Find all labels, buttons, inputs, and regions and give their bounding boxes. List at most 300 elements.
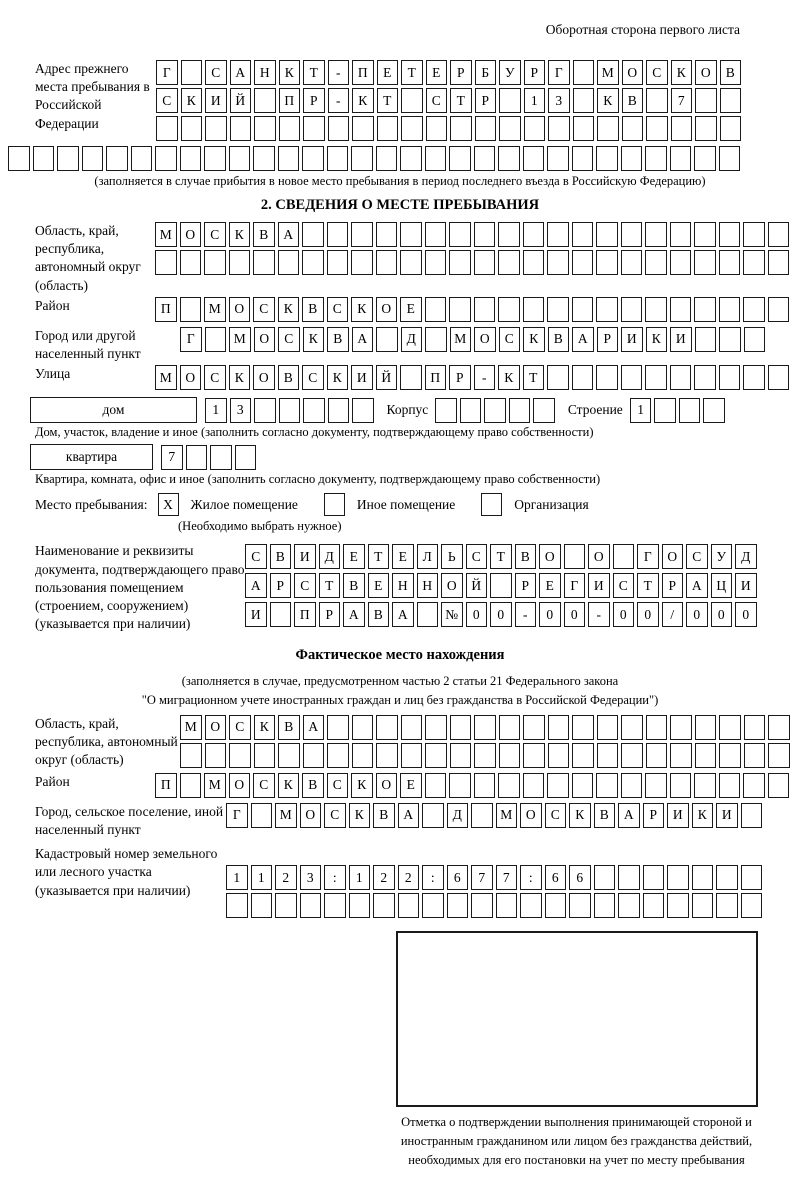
char-box[interactable]: 1 xyxy=(251,865,273,890)
char-box[interactable] xyxy=(425,743,447,768)
char-box[interactable]: С xyxy=(324,803,346,828)
char-box[interactable]: В xyxy=(548,327,570,352)
char-box[interactable]: Г xyxy=(548,60,570,85)
char-box[interactable] xyxy=(597,715,619,740)
char-box[interactable] xyxy=(594,893,616,918)
char-box[interactable]: М xyxy=(275,803,297,828)
char-box[interactable]: А xyxy=(618,803,640,828)
char-box[interactable] xyxy=(422,893,444,918)
char-box[interactable]: Т xyxy=(368,544,390,569)
char-box[interactable] xyxy=(496,893,518,918)
char-box[interactable] xyxy=(474,146,496,171)
char-box[interactable] xyxy=(572,222,594,247)
char-box[interactable] xyxy=(645,773,667,798)
char-box[interactable]: О xyxy=(229,297,251,322)
char-box[interactable]: 0 xyxy=(711,602,733,627)
char-box[interactable] xyxy=(597,743,619,768)
char-box[interactable] xyxy=(670,250,692,275)
char-box[interactable] xyxy=(254,88,276,113)
char-box[interactable]: М xyxy=(204,773,226,798)
char-box[interactable] xyxy=(302,222,324,247)
char-box[interactable] xyxy=(564,544,586,569)
char-box[interactable]: Ц xyxy=(711,573,733,598)
char-box[interactable]: 0 xyxy=(613,602,635,627)
char-box[interactable]: О xyxy=(441,573,463,598)
char-box[interactable]: К xyxy=(523,327,545,352)
char-box[interactable] xyxy=(425,715,447,740)
char-box[interactable] xyxy=(523,297,545,322)
char-box[interactable] xyxy=(251,893,273,918)
char-box[interactable] xyxy=(744,743,766,768)
char-box[interactable] xyxy=(181,60,203,85)
char-box[interactable] xyxy=(694,250,716,275)
char-box[interactable]: Г xyxy=(637,544,659,569)
char-box[interactable]: А xyxy=(278,222,300,247)
char-box[interactable] xyxy=(230,116,252,141)
char-box[interactable] xyxy=(226,893,248,918)
char-box[interactable] xyxy=(422,803,444,828)
char-box[interactable]: Е xyxy=(400,297,422,322)
char-box[interactable]: С xyxy=(426,88,448,113)
char-box[interactable] xyxy=(670,365,692,390)
char-box[interactable] xyxy=(33,146,55,171)
char-box[interactable]: О xyxy=(622,60,644,85)
char-box[interactable]: 3 xyxy=(548,88,570,113)
char-box[interactable] xyxy=(327,715,349,740)
char-box[interactable]: Е xyxy=(377,60,399,85)
char-box[interactable] xyxy=(622,116,644,141)
char-box[interactable] xyxy=(670,715,692,740)
char-box[interactable] xyxy=(596,773,618,798)
char-box[interactable] xyxy=(692,893,714,918)
char-box[interactable] xyxy=(471,893,493,918)
char-box[interactable] xyxy=(569,893,591,918)
char-box[interactable] xyxy=(695,88,717,113)
char-box[interactable]: Р xyxy=(597,327,619,352)
char-box[interactable] xyxy=(667,865,689,890)
char-box[interactable] xyxy=(743,365,765,390)
char-box[interactable] xyxy=(694,297,716,322)
char-box[interactable] xyxy=(654,398,676,423)
char-box[interactable]: Б xyxy=(475,60,497,85)
char-box[interactable] xyxy=(275,893,297,918)
char-box[interactable] xyxy=(572,365,594,390)
char-box[interactable]: Н xyxy=(392,573,414,598)
char-box[interactable] xyxy=(474,743,496,768)
char-box[interactable] xyxy=(499,116,521,141)
char-box[interactable] xyxy=(303,116,325,141)
char-box[interactable]: Д xyxy=(401,327,423,352)
char-box[interactable] xyxy=(401,88,423,113)
char-box[interactable]: С xyxy=(327,773,349,798)
char-box[interactable] xyxy=(254,398,276,423)
char-box[interactable] xyxy=(768,222,790,247)
char-box[interactable] xyxy=(719,297,741,322)
char-box[interactable]: К xyxy=(327,365,349,390)
char-box[interactable] xyxy=(613,544,635,569)
char-box[interactable] xyxy=(303,398,325,423)
char-box[interactable] xyxy=(547,146,569,171)
char-box[interactable] xyxy=(524,116,546,141)
char-box[interactable] xyxy=(768,773,790,798)
char-box[interactable] xyxy=(235,445,257,470)
char-box[interactable] xyxy=(475,116,497,141)
house-type-box[interactable]: дом xyxy=(30,397,197,423)
char-box[interactable] xyxy=(204,146,226,171)
char-box[interactable] xyxy=(743,773,765,798)
char-box[interactable]: С xyxy=(466,544,488,569)
char-box[interactable]: Т xyxy=(303,60,325,85)
char-box[interactable]: У xyxy=(711,544,733,569)
char-box[interactable] xyxy=(692,865,714,890)
char-box[interactable] xyxy=(719,715,741,740)
char-box[interactable] xyxy=(376,715,398,740)
char-box[interactable]: - xyxy=(328,88,350,113)
char-box[interactable] xyxy=(82,146,104,171)
char-box[interactable]: 1 xyxy=(630,398,652,423)
char-box[interactable] xyxy=(180,250,202,275)
checkbox-organization[interactable] xyxy=(481,493,502,516)
char-box[interactable] xyxy=(425,222,447,247)
char-box[interactable] xyxy=(349,893,371,918)
char-box[interactable] xyxy=(621,365,643,390)
char-box[interactable] xyxy=(328,398,350,423)
char-box[interactable] xyxy=(327,146,349,171)
char-box[interactable]: Т xyxy=(450,88,472,113)
char-box[interactable] xyxy=(547,250,569,275)
char-box[interactable]: О xyxy=(662,544,684,569)
char-box[interactable]: О xyxy=(474,327,496,352)
char-box[interactable] xyxy=(548,743,570,768)
char-box[interactable]: С xyxy=(205,60,227,85)
char-box[interactable]: С xyxy=(253,773,275,798)
char-box[interactable] xyxy=(425,297,447,322)
char-box[interactable] xyxy=(645,297,667,322)
char-box[interactable] xyxy=(499,743,521,768)
char-box[interactable] xyxy=(645,222,667,247)
char-box[interactable] xyxy=(425,250,447,275)
char-box[interactable]: К xyxy=(229,365,251,390)
char-box[interactable]: 6 xyxy=(447,865,469,890)
char-box[interactable]: 1 xyxy=(205,398,227,423)
char-box[interactable]: Р xyxy=(515,573,537,598)
char-box[interactable]: О xyxy=(520,803,542,828)
char-box[interactable]: И xyxy=(667,803,689,828)
char-box[interactable] xyxy=(573,116,595,141)
char-box[interactable]: П xyxy=(294,602,316,627)
char-box[interactable] xyxy=(210,445,232,470)
char-box[interactable] xyxy=(596,250,618,275)
char-box[interactable]: Н xyxy=(417,573,439,598)
char-box[interactable] xyxy=(229,146,251,171)
char-box[interactable] xyxy=(768,297,790,322)
char-box[interactable]: П xyxy=(425,365,447,390)
char-box[interactable] xyxy=(270,602,292,627)
char-box[interactable] xyxy=(351,146,373,171)
char-box[interactable] xyxy=(596,365,618,390)
char-box[interactable]: Р xyxy=(270,573,292,598)
char-box[interactable] xyxy=(474,297,496,322)
char-box[interactable]: С xyxy=(499,327,521,352)
char-box[interactable] xyxy=(547,773,569,798)
char-box[interactable]: П xyxy=(352,60,374,85)
char-box[interactable] xyxy=(352,116,374,141)
char-box[interactable]: А xyxy=(245,573,267,598)
char-box[interactable]: 7 xyxy=(161,445,183,470)
char-box[interactable]: Р xyxy=(449,365,471,390)
char-box[interactable]: 1 xyxy=(349,865,371,890)
char-box[interactable]: Й xyxy=(376,365,398,390)
char-box[interactable] xyxy=(449,297,471,322)
char-box[interactable]: Г xyxy=(156,60,178,85)
char-box[interactable] xyxy=(328,116,350,141)
char-box[interactable] xyxy=(401,743,423,768)
char-box[interactable]: Р xyxy=(303,88,325,113)
char-box[interactable] xyxy=(253,250,275,275)
char-box[interactable] xyxy=(695,116,717,141)
char-box[interactable] xyxy=(376,327,398,352)
char-box[interactable] xyxy=(695,743,717,768)
char-box[interactable]: Р xyxy=(475,88,497,113)
char-box[interactable] xyxy=(572,715,594,740)
char-box[interactable]: А xyxy=(686,573,708,598)
char-box[interactable] xyxy=(376,146,398,171)
char-box[interactable] xyxy=(741,803,763,828)
char-box[interactable] xyxy=(499,88,521,113)
char-box[interactable]: С xyxy=(686,544,708,569)
char-box[interactable] xyxy=(670,743,692,768)
char-box[interactable] xyxy=(621,773,643,798)
char-box[interactable]: С xyxy=(613,573,635,598)
char-box[interactable]: В xyxy=(515,544,537,569)
char-box[interactable] xyxy=(646,715,668,740)
char-box[interactable] xyxy=(618,893,640,918)
char-box[interactable] xyxy=(302,146,324,171)
char-box[interactable] xyxy=(498,297,520,322)
char-box[interactable] xyxy=(646,116,668,141)
char-box[interactable]: П xyxy=(155,297,177,322)
char-box[interactable]: К xyxy=(254,715,276,740)
char-box[interactable] xyxy=(279,116,301,141)
char-box[interactable]: Р xyxy=(450,60,472,85)
char-box[interactable] xyxy=(352,743,374,768)
char-box[interactable]: 3 xyxy=(230,398,252,423)
char-box[interactable]: 0 xyxy=(466,602,488,627)
char-box[interactable] xyxy=(667,893,689,918)
char-box[interactable] xyxy=(229,743,251,768)
char-box[interactable]: Т xyxy=(637,573,659,598)
char-box[interactable]: М xyxy=(597,60,619,85)
char-box[interactable] xyxy=(351,222,373,247)
char-box[interactable] xyxy=(621,297,643,322)
char-box[interactable]: С xyxy=(294,573,316,598)
char-box[interactable]: 1 xyxy=(226,865,248,890)
char-box[interactable]: И xyxy=(351,365,373,390)
char-box[interactable] xyxy=(768,715,790,740)
char-box[interactable] xyxy=(768,365,790,390)
char-box[interactable] xyxy=(572,743,594,768)
char-box[interactable]: И xyxy=(205,88,227,113)
char-box[interactable] xyxy=(377,116,399,141)
char-box[interactable]: Г xyxy=(226,803,248,828)
char-box[interactable]: 7 xyxy=(496,865,518,890)
char-box[interactable] xyxy=(449,773,471,798)
char-box[interactable]: 2 xyxy=(398,865,420,890)
char-box[interactable] xyxy=(490,573,512,598)
char-box[interactable] xyxy=(741,893,763,918)
char-box[interactable]: В xyxy=(594,803,616,828)
char-box[interactable] xyxy=(352,715,374,740)
char-box[interactable]: О xyxy=(254,327,276,352)
char-box[interactable] xyxy=(254,743,276,768)
char-box[interactable]: Ь xyxy=(441,544,463,569)
char-box[interactable]: Е xyxy=(392,544,414,569)
char-box[interactable] xyxy=(278,250,300,275)
char-box[interactable] xyxy=(548,116,570,141)
char-box[interactable]: : xyxy=(422,865,444,890)
char-box[interactable] xyxy=(768,250,790,275)
char-box[interactable] xyxy=(460,398,482,423)
char-box[interactable] xyxy=(643,865,665,890)
char-box[interactable] xyxy=(8,146,30,171)
char-box[interactable]: К xyxy=(303,327,325,352)
char-box[interactable]: К xyxy=(597,88,619,113)
char-box[interactable] xyxy=(744,715,766,740)
char-box[interactable]: В xyxy=(253,222,275,247)
char-box[interactable] xyxy=(545,893,567,918)
char-box[interactable]: К xyxy=(181,88,203,113)
char-box[interactable]: И xyxy=(621,327,643,352)
char-box[interactable] xyxy=(450,715,472,740)
char-box[interactable] xyxy=(474,715,496,740)
char-box[interactable] xyxy=(401,116,423,141)
char-box[interactable] xyxy=(400,222,422,247)
char-box[interactable] xyxy=(450,116,472,141)
char-box[interactable]: Т xyxy=(319,573,341,598)
char-box[interactable]: М xyxy=(155,222,177,247)
char-box[interactable]: Л xyxy=(417,544,439,569)
char-box[interactable]: О xyxy=(180,365,202,390)
char-box[interactable]: Р xyxy=(524,60,546,85)
char-box[interactable] xyxy=(400,250,422,275)
char-box[interactable] xyxy=(719,365,741,390)
char-box[interactable] xyxy=(300,893,322,918)
char-box[interactable] xyxy=(523,250,545,275)
char-box[interactable] xyxy=(720,116,742,141)
char-box[interactable]: А xyxy=(343,602,365,627)
char-box[interactable]: Р xyxy=(319,602,341,627)
char-box[interactable] xyxy=(376,743,398,768)
char-box[interactable] xyxy=(719,146,741,171)
char-box[interactable] xyxy=(621,146,643,171)
char-box[interactable] xyxy=(720,88,742,113)
char-box[interactable]: - xyxy=(474,365,496,390)
char-box[interactable]: И xyxy=(735,573,757,598)
char-box[interactable] xyxy=(695,715,717,740)
char-box[interactable]: № xyxy=(441,602,463,627)
char-box[interactable]: А xyxy=(572,327,594,352)
char-box[interactable] xyxy=(645,146,667,171)
char-box[interactable] xyxy=(694,146,716,171)
char-box[interactable] xyxy=(400,365,422,390)
char-box[interactable] xyxy=(425,146,447,171)
char-box[interactable] xyxy=(156,116,178,141)
char-box[interactable] xyxy=(417,602,439,627)
char-box[interactable] xyxy=(498,222,520,247)
char-box[interactable] xyxy=(180,743,202,768)
char-box[interactable] xyxy=(449,146,471,171)
char-box[interactable]: 1 xyxy=(524,88,546,113)
char-box[interactable] xyxy=(253,146,275,171)
char-box[interactable] xyxy=(572,250,594,275)
char-box[interactable] xyxy=(694,773,716,798)
char-box[interactable] xyxy=(447,893,469,918)
char-box[interactable] xyxy=(278,146,300,171)
char-box[interactable]: К xyxy=(646,327,668,352)
char-box[interactable]: О xyxy=(588,544,610,569)
char-box[interactable] xyxy=(509,398,531,423)
char-box[interactable] xyxy=(229,250,251,275)
char-box[interactable] xyxy=(548,715,570,740)
char-box[interactable]: 0 xyxy=(735,602,757,627)
char-box[interactable] xyxy=(449,222,471,247)
char-box[interactable] xyxy=(547,297,569,322)
char-box[interactable]: М xyxy=(204,297,226,322)
char-box[interactable]: Д xyxy=(735,544,757,569)
char-box[interactable]: А xyxy=(352,327,374,352)
char-box[interactable] xyxy=(670,146,692,171)
char-box[interactable] xyxy=(572,146,594,171)
char-box[interactable]: И xyxy=(716,803,738,828)
char-box[interactable] xyxy=(57,146,79,171)
char-box[interactable] xyxy=(324,893,346,918)
char-box[interactable] xyxy=(523,146,545,171)
char-box[interactable]: Е xyxy=(539,573,561,598)
char-box[interactable] xyxy=(670,773,692,798)
char-box[interactable] xyxy=(180,773,202,798)
char-box[interactable]: В xyxy=(343,573,365,598)
char-box[interactable] xyxy=(352,398,374,423)
char-box[interactable] xyxy=(426,116,448,141)
char-box[interactable]: И xyxy=(588,573,610,598)
char-box[interactable]: 7 xyxy=(671,88,693,113)
char-box[interactable]: Т xyxy=(523,365,545,390)
char-box[interactable]: Й xyxy=(466,573,488,598)
char-box[interactable] xyxy=(351,250,373,275)
char-box[interactable]: С xyxy=(156,88,178,113)
char-box[interactable]: О xyxy=(205,715,227,740)
apartment-type-box[interactable]: квартира xyxy=(30,444,153,470)
char-box[interactable]: 0 xyxy=(539,602,561,627)
char-box[interactable]: К xyxy=(278,297,300,322)
char-box[interactable] xyxy=(719,222,741,247)
char-box[interactable] xyxy=(106,146,128,171)
char-box[interactable] xyxy=(596,297,618,322)
char-box[interactable]: / xyxy=(662,602,684,627)
char-box[interactable]: С xyxy=(229,715,251,740)
char-box[interactable] xyxy=(703,398,725,423)
char-box[interactable] xyxy=(205,743,227,768)
char-box[interactable] xyxy=(450,743,472,768)
char-box[interactable] xyxy=(327,250,349,275)
char-box[interactable]: : xyxy=(324,865,346,890)
char-box[interactable]: В xyxy=(302,773,324,798)
char-box[interactable] xyxy=(597,116,619,141)
char-box[interactable]: : xyxy=(520,865,542,890)
char-box[interactable] xyxy=(743,222,765,247)
char-box[interactable]: С xyxy=(245,544,267,569)
char-box[interactable] xyxy=(155,146,177,171)
